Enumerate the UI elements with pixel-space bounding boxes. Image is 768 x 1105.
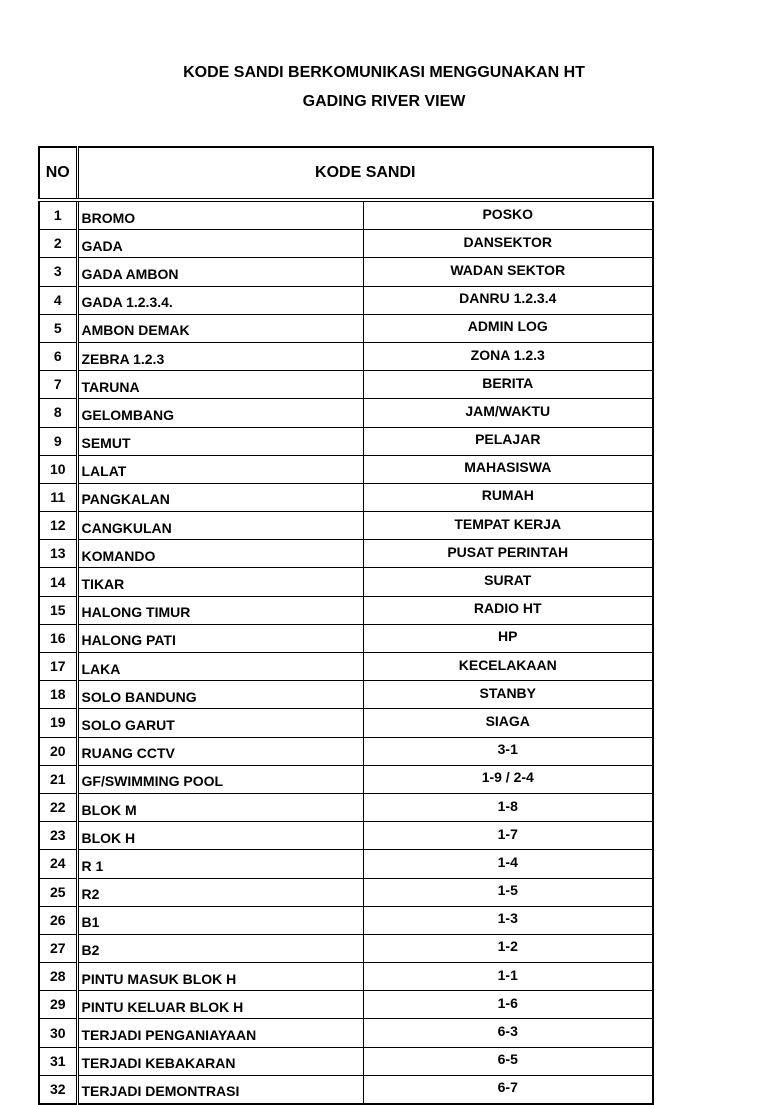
row-number: 2 xyxy=(39,230,77,258)
row-code: GELOMBANG xyxy=(77,399,363,427)
row-meaning: 6-3 xyxy=(363,1019,653,1047)
table-header-row xyxy=(39,147,653,200)
row-number: 6 xyxy=(39,342,77,370)
table-row xyxy=(39,765,653,793)
row-meaning: MAHASISWA xyxy=(363,455,653,483)
row-code: CANGKULAN xyxy=(77,512,363,540)
table-row xyxy=(39,653,653,681)
row-meaning: PELAJAR xyxy=(363,427,653,455)
table-row xyxy=(39,258,653,286)
row-number: 1 xyxy=(39,200,77,230)
row-meaning: WADAN SEKTOR xyxy=(363,258,653,286)
row-meaning: 1-6 xyxy=(363,991,653,1019)
row-number: 13 xyxy=(39,540,77,568)
table-row xyxy=(39,540,653,568)
row-code: PANGKALAN xyxy=(77,483,363,511)
table-row xyxy=(39,963,653,991)
row-meaning: SIAGA xyxy=(363,709,653,737)
row-meaning: DANRU 1.2.3.4 xyxy=(363,286,653,314)
row-number: 14 xyxy=(39,568,77,596)
table-row xyxy=(39,200,653,230)
row-meaning: SURAT xyxy=(363,568,653,596)
row-meaning: 1-1 xyxy=(363,963,653,991)
row-code: TERJADI DEMONTRASI xyxy=(77,1075,363,1104)
row-meaning: DANSEKTOR xyxy=(363,230,653,258)
row-code: TERJADI PENGANIAYAAN xyxy=(77,1019,363,1047)
row-meaning: 6-7 xyxy=(363,1075,653,1104)
table-row xyxy=(39,596,653,624)
row-number: 5 xyxy=(39,314,77,342)
row-meaning: JAM/WAKTU xyxy=(363,399,653,427)
row-code: TERJADI KEBAKARAN xyxy=(77,1047,363,1075)
table-row xyxy=(39,1075,653,1104)
row-meaning: 1-7 xyxy=(363,822,653,850)
table-row xyxy=(39,681,653,709)
table-row xyxy=(39,906,653,934)
table-row xyxy=(39,483,653,511)
code-table xyxy=(38,146,654,1105)
table-row xyxy=(39,342,653,370)
table-row xyxy=(39,371,653,399)
table-row xyxy=(39,793,653,821)
table-row xyxy=(39,230,653,258)
row-code: BROMO xyxy=(77,200,363,230)
table-row xyxy=(39,822,653,850)
row-number: 11 xyxy=(39,483,77,511)
table-body xyxy=(39,200,653,1104)
row-meaning: KECELAKAAN xyxy=(363,653,653,681)
table-row xyxy=(39,850,653,878)
row-code: PINTU MASUK BLOK H xyxy=(77,963,363,991)
row-meaning: POSKO xyxy=(363,200,653,230)
row-number: 20 xyxy=(39,737,77,765)
row-number: 31 xyxy=(39,1047,77,1075)
row-number: 22 xyxy=(39,793,77,821)
row-number: 27 xyxy=(39,934,77,962)
table-row xyxy=(39,512,653,540)
table-row xyxy=(39,1047,653,1075)
document-title: KODE SANDI BERKOMUNIKASI MENGGUNAKAN HT xyxy=(183,64,585,81)
table-row xyxy=(39,427,653,455)
header-no: NO xyxy=(39,147,77,200)
row-code: SEMUT xyxy=(77,427,363,455)
row-code: BLOK H xyxy=(77,822,363,850)
row-number: 16 xyxy=(39,624,77,652)
row-code: RUANG CCTV xyxy=(77,737,363,765)
row-code: B2 xyxy=(77,934,363,962)
document-subtitle: GADING RIVER VIEW xyxy=(302,93,466,110)
table-row xyxy=(39,737,653,765)
row-meaning: STANBY xyxy=(363,681,653,709)
row-code: R 1 xyxy=(77,850,363,878)
row-code: R2 xyxy=(77,878,363,906)
row-meaning: ZONA 1.2.3 xyxy=(363,342,653,370)
row-code: PINTU KELUAR BLOK H xyxy=(77,991,363,1019)
row-meaning: TEMPAT KERJA xyxy=(363,512,653,540)
row-meaning: 1-8 xyxy=(363,793,653,821)
row-number: 3 xyxy=(39,258,77,286)
row-number: 8 xyxy=(39,399,77,427)
row-code: AMBON DEMAK xyxy=(77,314,363,342)
table-row xyxy=(39,455,653,483)
table-row xyxy=(39,934,653,962)
table-row xyxy=(39,709,653,737)
row-number: 7 xyxy=(39,371,77,399)
row-code: GADA 1.2.3.4. xyxy=(77,286,363,314)
row-code: ZEBRA 1.2.3 xyxy=(77,342,363,370)
table-row xyxy=(39,399,653,427)
row-code: HALONG PATI xyxy=(77,624,363,652)
row-code: HALONG TIMUR xyxy=(77,596,363,624)
row-code: TARUNA xyxy=(77,371,363,399)
row-code: TIKAR xyxy=(77,568,363,596)
row-meaning: 1-5 xyxy=(363,878,653,906)
table-row xyxy=(39,1019,653,1047)
row-meaning: 1-9 / 2-4 xyxy=(363,765,653,793)
row-code: LALAT xyxy=(77,455,363,483)
row-number: 24 xyxy=(39,850,77,878)
row-meaning: RUMAH xyxy=(363,483,653,511)
row-number: 19 xyxy=(39,709,77,737)
row-number: 12 xyxy=(39,512,77,540)
row-meaning: 1-2 xyxy=(363,934,653,962)
row-number: 15 xyxy=(39,596,77,624)
row-code: GADA AMBON xyxy=(77,258,363,286)
row-number: 25 xyxy=(39,878,77,906)
row-number: 17 xyxy=(39,653,77,681)
row-code: GF/SWIMMING POOL xyxy=(77,765,363,793)
table-row xyxy=(39,286,653,314)
row-meaning: ADMIN LOG xyxy=(363,314,653,342)
row-code: GADA xyxy=(77,230,363,258)
row-meaning: 6-5 xyxy=(363,1047,653,1075)
row-code: SOLO BANDUNG xyxy=(77,681,363,709)
row-number: 29 xyxy=(39,991,77,1019)
table-row xyxy=(39,314,653,342)
row-meaning: HP xyxy=(363,624,653,652)
header-kode-sandi: KODE SANDI xyxy=(77,147,653,200)
row-number: 30 xyxy=(39,1019,77,1047)
row-meaning: RADIO HT xyxy=(363,596,653,624)
row-code: SOLO GARUT xyxy=(77,709,363,737)
row-number: 4 xyxy=(39,286,77,314)
table-row xyxy=(39,568,653,596)
row-code: BLOK M xyxy=(77,793,363,821)
row-code: LAKA xyxy=(77,653,363,681)
row-meaning: BERITA xyxy=(363,371,653,399)
row-code: B1 xyxy=(77,906,363,934)
row-meaning: 1-3 xyxy=(363,906,653,934)
row-number: 28 xyxy=(39,963,77,991)
row-meaning: 3-1 xyxy=(363,737,653,765)
row-number: 32 xyxy=(39,1075,77,1104)
table-row xyxy=(39,878,653,906)
row-code: KOMANDO xyxy=(77,540,363,568)
row-meaning: 1-4 xyxy=(363,850,653,878)
row-number: 23 xyxy=(39,822,77,850)
row-number: 26 xyxy=(39,906,77,934)
table-row xyxy=(39,624,653,652)
row-number: 21 xyxy=(39,765,77,793)
row-number: 9 xyxy=(39,427,77,455)
row-number: 10 xyxy=(39,455,77,483)
table-row xyxy=(39,991,653,1019)
row-number: 18 xyxy=(39,681,77,709)
document-title-block xyxy=(0,58,768,116)
row-meaning: PUSAT PERINTAH xyxy=(363,540,653,568)
